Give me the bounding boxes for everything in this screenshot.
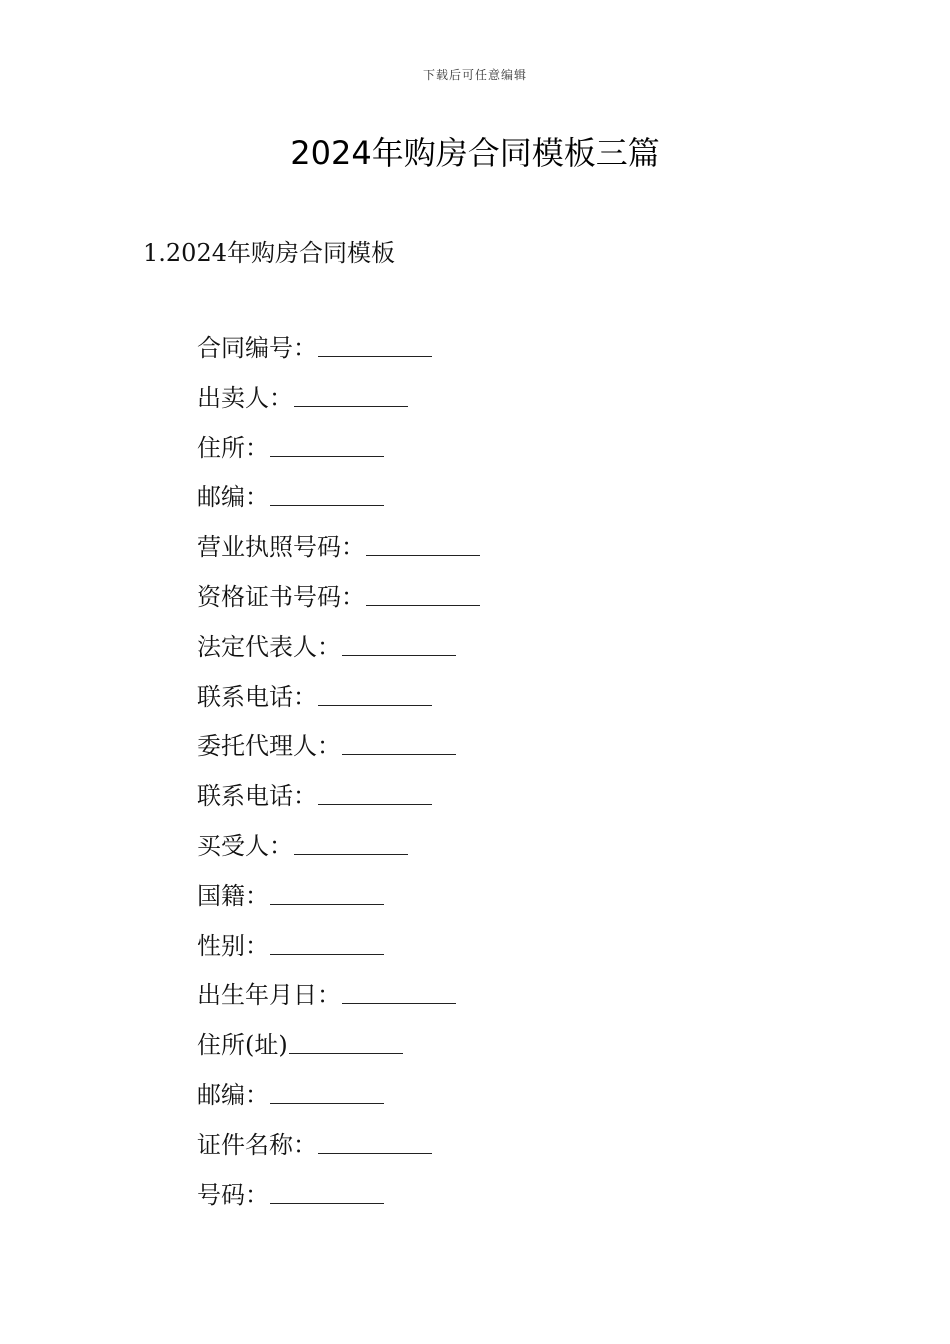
field-label: 买受人： [197, 831, 293, 860]
fill-in-blank[interactable] [318, 778, 432, 805]
fill-in-blank[interactable] [342, 629, 456, 656]
field-label: 邮编： [197, 1080, 269, 1109]
fill-in-blank[interactable] [366, 529, 480, 556]
field-contract-number [197, 330, 480, 380]
field-label: 合同编号： [197, 334, 317, 362]
field-label: 性别： [197, 931, 269, 960]
section-heading: 1.2024年购房合同模板 [143, 239, 395, 267]
field-buyer [197, 828, 480, 878]
field-id-document-type [197, 1127, 480, 1177]
field-label: 住所： [197, 433, 269, 462]
field-label: 联系电话： [197, 682, 317, 711]
fill-in-blank[interactable] [270, 878, 384, 905]
fill-in-blank[interactable] [270, 1077, 384, 1104]
field-label: 出生年月日： [197, 981, 341, 1010]
field-gender [197, 928, 480, 978]
field-authorized-agent [197, 728, 480, 778]
field-seller [197, 380, 480, 430]
fill-in-blank[interactable] [270, 479, 384, 506]
field-qualification-cert [197, 579, 480, 629]
page-header-note: 下载后可任意编辑 [422, 68, 527, 82]
field-label: 证件名称： [197, 1130, 317, 1159]
fill-in-blank[interactable] [342, 977, 456, 1004]
field-seller-postcode [197, 479, 480, 529]
field-nationality [197, 878, 480, 928]
field-label: 委托代理人： [197, 732, 341, 761]
field-legal-representative [197, 629, 480, 679]
fill-in-blank[interactable] [318, 1127, 432, 1154]
field-seller-phone [197, 679, 480, 729]
field-label: 法定代表人： [197, 632, 341, 661]
field-label: 国籍： [197, 881, 269, 910]
fill-in-blank[interactable] [270, 1177, 384, 1204]
field-buyer-postcode [197, 1077, 480, 1127]
field-business-license [197, 529, 480, 579]
field-label: 号码： [197, 1180, 269, 1209]
fill-in-blank[interactable] [270, 430, 384, 457]
fill-in-blank[interactable] [342, 728, 456, 755]
fill-in-blank[interactable] [289, 1027, 403, 1054]
fill-in-blank[interactable] [270, 928, 384, 955]
fill-in-blank[interactable] [366, 579, 480, 606]
contract-field-list [197, 330, 480, 1226]
field-label: 邮编： [197, 483, 269, 512]
field-label: 资格证书号码： [197, 582, 365, 611]
field-id-number [197, 1177, 480, 1227]
field-buyer-address [197, 1027, 480, 1077]
field-label: 出卖人： [197, 383, 293, 412]
fill-in-blank[interactable] [318, 679, 432, 706]
fill-in-blank[interactable] [294, 380, 408, 407]
field-label: 联系电话： [197, 782, 317, 811]
field-label: 营业执照号码： [197, 533, 365, 562]
fill-in-blank[interactable] [294, 828, 408, 855]
field-seller-address [197, 430, 480, 480]
field-birth-date [197, 977, 480, 1027]
fill-in-blank[interactable] [318, 330, 432, 357]
field-agent-phone [197, 778, 480, 828]
document-title: 2024年购房合同模板三篇 [290, 134, 660, 172]
field-label: 住所(址) [197, 1031, 288, 1060]
